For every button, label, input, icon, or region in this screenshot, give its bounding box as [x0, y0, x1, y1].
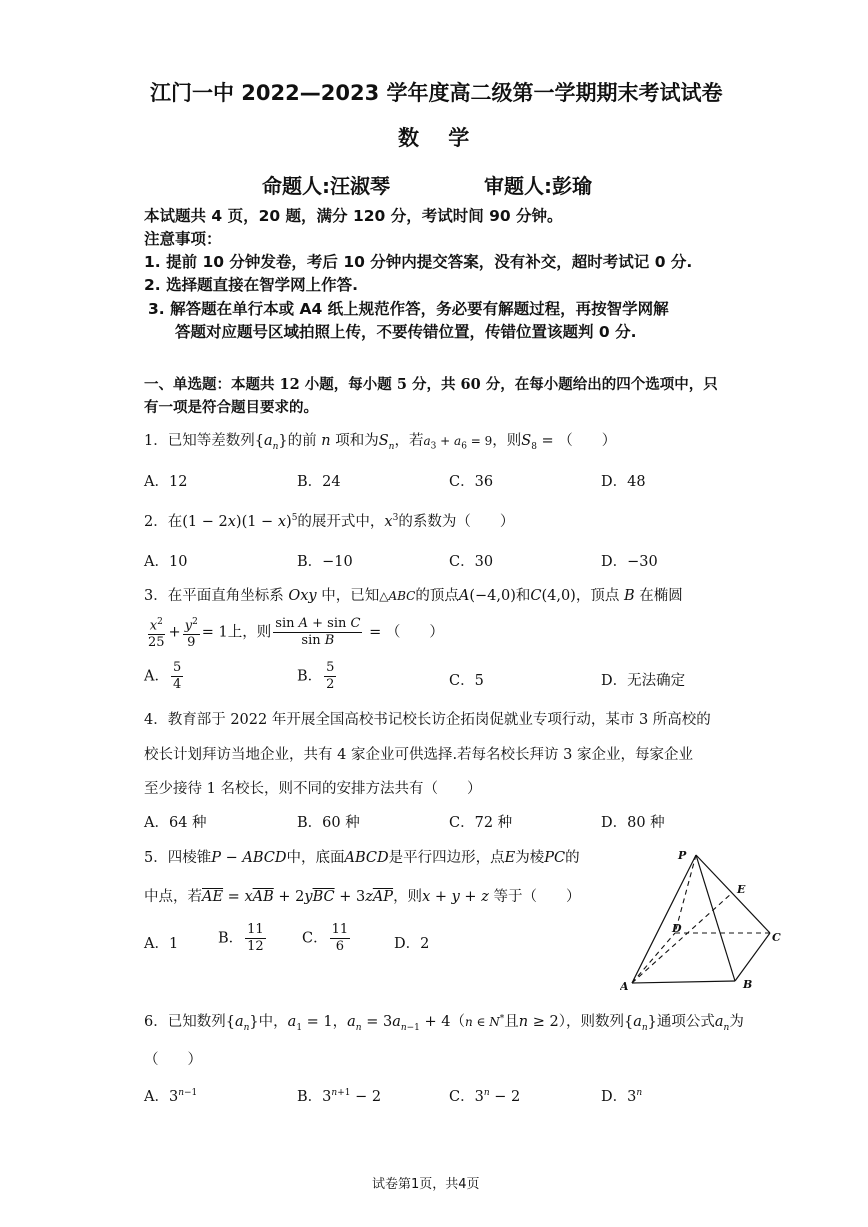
- edge-AB: [632, 981, 735, 983]
- label-P: P: [678, 849, 687, 862]
- q6-option-d[interactable]: D．3$^n$: [601, 1088, 643, 1105]
- q5-option-d[interactable]: D．2: [394, 936, 430, 952]
- question-1-stem: 1．已知等差数列$\{a_n\}$的前 n 项和为$S_n$，若$a_3 + a_6 = 9$，则$S_8$ = （ ）: [144, 433, 617, 452]
- q1-option-b[interactable]: B．24: [297, 474, 341, 490]
- q3-option-d[interactable]: D．无法确定: [601, 673, 686, 689]
- notes-heading: 注意事项：: [144, 230, 222, 248]
- q6-option-a[interactable]: A．$3^{n-1}$: [144, 1088, 198, 1105]
- edge-PC: [696, 855, 770, 933]
- question-3-stem-line1: 3．在平面直角坐标系 Oxy 中，已知△ABC的顶点A(−4,0)和C(4,0)，顶点 B 在椭圆: [144, 588, 683, 604]
- edge-PA: [632, 855, 696, 983]
- q1-option-d[interactable]: D．48: [601, 474, 646, 490]
- edge-BC: [735, 933, 770, 981]
- notes-item-3b: 答题对应题号区域拍照上传，不要传错位置，传错位置该题判 0 分.: [175, 323, 637, 341]
- label-E: E: [737, 883, 746, 896]
- q3-option-b[interactable]: B． $\frac{5}{2}$: [297, 660, 335, 692]
- q4-option-a[interactable]: A．64 种: [144, 815, 207, 831]
- question-4-line1: 4．教育部于 2022 年开展全国高校书记校长访企拓岗促就业专项行动，某市 3 所高校的: [144, 712, 711, 728]
- q5-option-b[interactable]: B． $\frac{11}{12}$: [218, 922, 264, 954]
- q5-option-c[interactable]: C． $\frac{11}{6}$: [302, 922, 349, 954]
- label-D: D: [672, 922, 682, 935]
- question-6-line1: 6．已知数列$\{a_n\}$中，$a_1 = 1$，$a_n = 3a_{n-1} + 4(n$ ∈ N*且n ≥ 2），则数列$\{a_n\}$通项公式$a_n$为: [144, 1014, 744, 1033]
- q2-option-b[interactable]: B．−10: [297, 554, 353, 570]
- page-footer: 试卷第1页，共4页: [372, 1177, 480, 1192]
- question-4-line2: 校长计划拜访当地企业，共有 4 家企业可供选择.若每名校长拜访 3 家企业，每家企业: [144, 747, 693, 763]
- q6-option-c[interactable]: C．$3^n - 2$: [449, 1088, 521, 1105]
- q6-option-b[interactable]: B．$3^{n+1} - 2$: [297, 1088, 382, 1105]
- question-5-line2: 中点，若$\overline{AE} = x\overline{AB} + 2y\overline{BC} + 3z\overline{AP}$，则x + y + z 等于（ ）: [144, 889, 581, 905]
- pyramid-figure: [620, 845, 790, 995]
- question-3-stem-line2: $\frac{x^2}{25}$ + $\frac{y^2}{9}$ = 1上，则 $\frac{\text{sin A + sin C}}{\text{sin B}}$ = （ ）: [144, 614, 444, 651]
- subject-title: 数 学: [398, 126, 470, 150]
- section-heading-line1: 一、单选题：本题共 12 小题，每小题 5 分，共 60 分，在每小题给出的四个选项中，只: [144, 376, 718, 393]
- notes-item-2: 2. 选择题直接在智学网上作答.: [144, 276, 358, 294]
- exam-title: 江门一中 2022—2023 学年度高二级第一学期期末考试试卷: [150, 81, 723, 105]
- q2-option-a[interactable]: A．10: [144, 554, 188, 570]
- section-heading-line2: 有一项是符合题目要求的。: [144, 399, 318, 416]
- label-C: C: [772, 931, 781, 944]
- question-6-line2: （ ）: [144, 1052, 202, 1068]
- q5-option-a[interactable]: A．1: [144, 936, 179, 952]
- intro-text: 本试题共 4 页，20 题，满分 120 分，考试时间 90 分钟。: [144, 207, 563, 225]
- notes-item-1: 1. 提前 10 分钟发卷，考后 10 分钟内提交答案，没有补交，超时考试记 0 分.: [144, 253, 693, 271]
- q2-option-c[interactable]: C．30: [449, 554, 494, 570]
- question-5-line1: 5．四棱锥P − ABCD中，底面ABCD是平行四边形，点E为棱PC的: [144, 850, 580, 866]
- q3-option-c[interactable]: C．5: [449, 673, 484, 689]
- edge-PB: [696, 855, 735, 981]
- segment-AE: [632, 893, 732, 983]
- q1-option-a[interactable]: A．12: [144, 474, 188, 490]
- question-4-line3: 至少接待 1 名校长，则不同的安排方法共有（ ）: [144, 781, 482, 797]
- q4-option-b[interactable]: B．60 种: [297, 815, 360, 831]
- label-A: A: [620, 980, 629, 993]
- author-label: 命题人:汪淑琴: [262, 174, 390, 198]
- q1-option-c[interactable]: C．36: [449, 474, 494, 490]
- q4-option-c[interactable]: C．72 种: [449, 815, 513, 831]
- q4-option-d[interactable]: D．80 种: [601, 815, 665, 831]
- reviewer-label: 审题人:彭瑜: [484, 174, 592, 198]
- q3-option-a[interactable]: A． $\frac{5}{4}$: [144, 660, 182, 692]
- question-2-stem: 2．在$(1 - 2x)(1 - x)^5$的展开式中，$x^3$的系数为（ ）: [144, 513, 515, 530]
- q2-option-d[interactable]: D．−30: [601, 554, 658, 570]
- notes-item-3a: 3. 解答题在单行本或 A4 纸上规范作答，务必要有解题过程，再按智学网解: [148, 300, 669, 318]
- label-B: B: [743, 978, 753, 991]
